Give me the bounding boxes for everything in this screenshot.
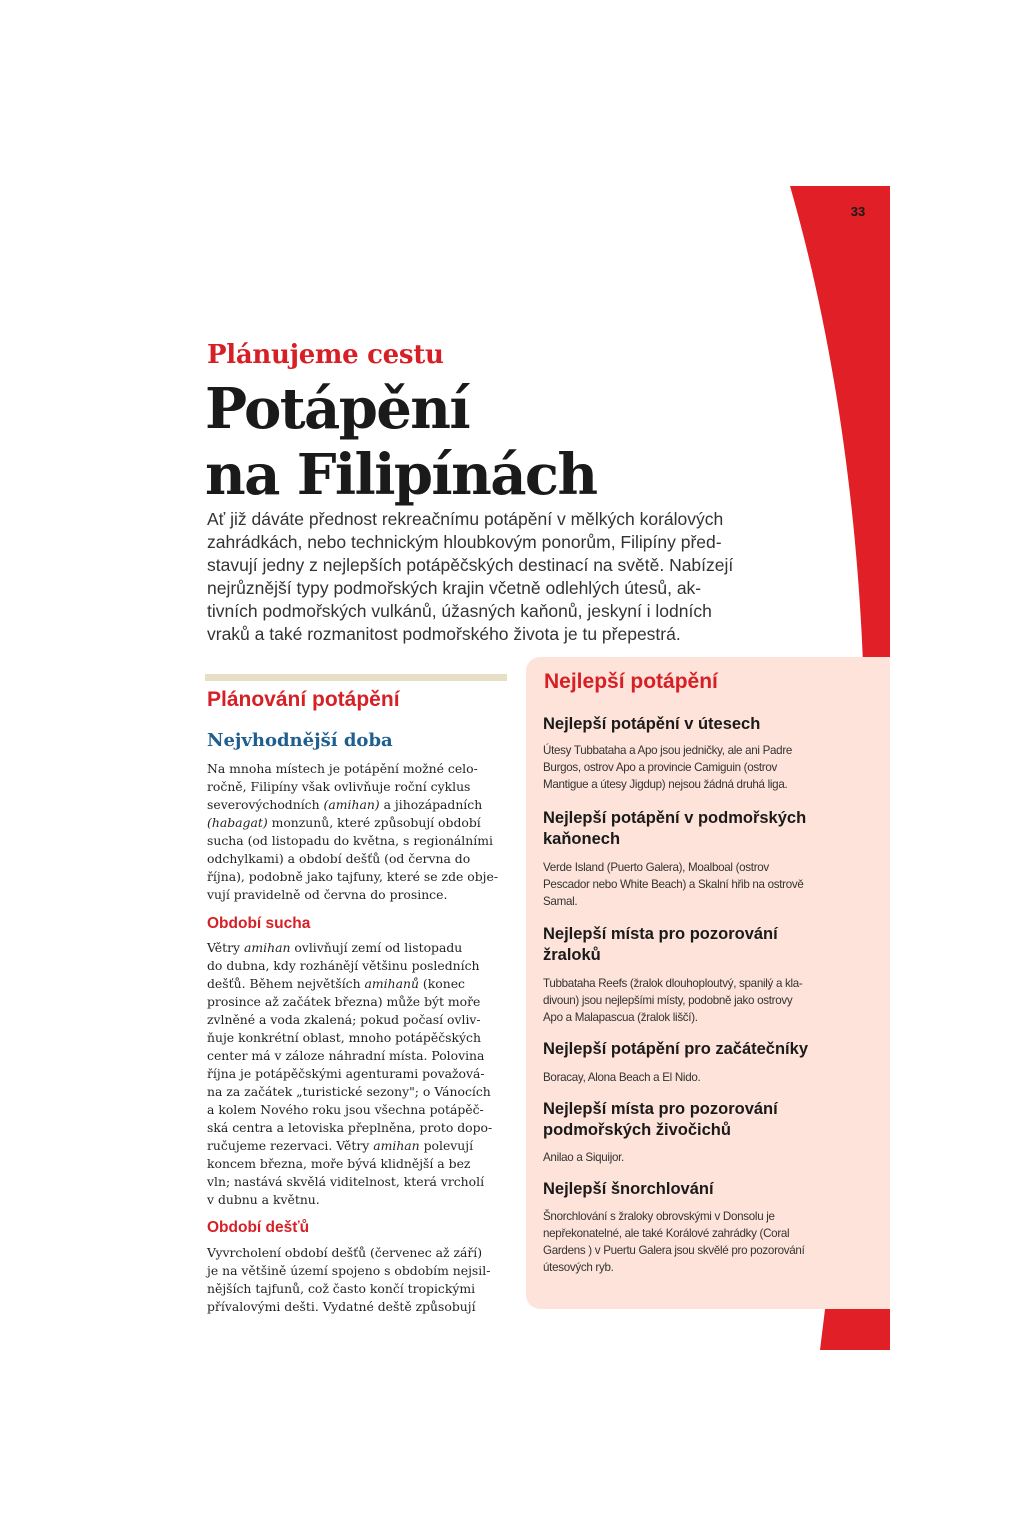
box-item-text-line: Boracay, Alona Beach a El Nido. [543,1071,701,1084]
text-segment: ňuje konkrétní oblast, mnoho potápěčských [207,1030,481,1045]
box-item-text-line: Gardens ) v Puertu Galera jsou skvělé pro pozorování [543,1244,805,1257]
text-segment: ovlivňují zemí od listopadu [290,940,463,955]
text-segment: nějších tajfunů, což často končí tropickými [207,1281,476,1296]
page-number: 33 [850,204,866,219]
box-item-text [543,859,804,910]
text-segment: (konec [418,976,465,991]
text-segment: dešťů. Během největších [207,976,365,991]
text-line [207,1101,512,1119]
box-item-text [543,742,792,793]
text-line [207,1280,512,1298]
text-segment: zvlněné a voda zkalená; pokud počasí ovliv- [207,1012,481,1027]
text-line [207,939,512,957]
box-item-title-line: Nejlepší místa pro pozorování [543,925,778,943]
text-segment: odchylkami) a období dešťů (od června do [207,851,471,866]
text-line [207,1029,512,1047]
text-line [207,832,512,850]
best-time-paragraph [207,760,512,904]
text-line [207,868,512,886]
title-line: Potápění [205,376,470,442]
italic-term: (amihan) [323,797,380,812]
text-segment: je na většině území spojeno s obdobím nejsil- [207,1263,491,1278]
text-segment: října), podobně jako tajfuny, které se zde obje- [207,869,499,884]
rainy-season-heading: Období dešťů [207,1219,310,1236]
text-line [207,886,512,904]
text-line [207,796,512,814]
text-segment: prosince až začátek března) může být moře [207,994,481,1009]
text-line [207,1244,512,1262]
text-line [207,1298,512,1316]
box-item-text-line: Šnorchlování s žraloky obrovskými v Donsolu je [543,1210,775,1223]
text-segment: Vyvrcholení období dešťů (červenec až září) [207,1245,483,1260]
text-line [207,957,512,975]
box-item-text [543,1149,624,1166]
text-segment: Větry [207,940,244,955]
box-item-text-line: Burgos, ostrov Apo a provincie Camiguin (ostrov [543,761,777,774]
text-line [207,975,512,993]
italic-term: (habagat) [207,815,268,830]
text-segment: polevují [419,1138,474,1153]
text-segment: vují pravidelně od června do prosince. [207,887,448,902]
intro-line: stavují jedny z nejlepších potápěčských destinací na světě. Nabízejí [207,555,734,575]
text-line [207,1119,512,1137]
planning-heading: Plánování potápění [207,688,400,711]
box-item-title-line: kaňonech [543,830,621,848]
box-item-text-line: Pescador nebo White Beach) a Skalní hřib na ostrově [543,878,804,891]
text-line [207,1065,512,1083]
box-item-text-line: Samal. [543,895,578,908]
best-time-heading: Nejvhodnější doba [207,730,393,751]
box-item-text [543,1208,805,1276]
text-line [207,1262,512,1280]
text-segment: koncem března, moře bývá klidnější a bez [207,1156,471,1171]
intro-line: vraků a také rozmanitost podmořského života je tu přepestrá. [207,624,681,644]
page-title [205,376,597,508]
box-item-text [543,975,803,1026]
intro-line: Ať již dáváte přednost rekreačnímu potápění v mělkých korálových [207,509,724,529]
box-item-title-line: Nejlepší místa pro pozorování [543,1100,778,1118]
text-segment: vln; nastává skvělá viditelnost, která vrcholí [207,1174,485,1189]
text-segment: a kolem Nového roku jsou všechna potápěč- [207,1102,484,1117]
text-line [207,778,512,796]
box-item-title-line: Nejlepší šnorchlování [543,1180,714,1198]
text-segment: ská centra a letoviska přeplněna, proto dopo- [207,1120,493,1135]
box-item-text-line: Anilao a Siquijor. [543,1151,624,1164]
text-segment: do dubna, kdy rozhánějí většinu posledních [207,958,480,973]
text-segment: a jihozápadních [379,797,483,812]
box-item-title-line: podmořských živočichů [543,1121,731,1139]
text-line [207,1137,512,1155]
box-item-text-line: nepřekonatelné, ale také Korálové zahrádky (Coral [543,1227,790,1240]
text-segment: monzunů, které způsobují období [267,815,481,830]
text-segment: ručujeme rezervaci. Větry [207,1138,374,1153]
text-line [207,1155,512,1173]
box-item-text-line: Tubbataha Reefs (žralok dlouhoploutvý, spanilý a kla- [543,977,803,990]
box-item-title-line: Nejlepší potápění v útesech [543,715,761,733]
best-diving-heading: Nejlepší potápění [544,670,718,693]
text-line [207,1191,512,1209]
box-item-text-line: divoun) jsou nejlepšími místy, podobně jako ostrovy [543,994,793,1007]
intro-line: nejrůznější typy podmořských krajin včetně odlehlých útesů, ak- [207,578,702,598]
text-segment: sucha (od listopadu do května, s regionálními [207,833,493,848]
dry-season-paragraph [207,939,512,1209]
text-line [207,850,512,868]
text-segment: přívalovými dešti. Vydatné deště způsobují [207,1299,476,1314]
text-line [207,814,512,832]
section-kicker: Plánujeme cestu [207,340,444,370]
title-line: na Filipínách [205,442,597,508]
box-item-title [543,924,778,966]
intro-paragraph [207,508,797,646]
text-line [207,1083,512,1101]
box-item-text-line: Útesy Tubbataha a Apo jsou jedničky, ale ani Padre [543,744,793,757]
rainy-season-paragraph [207,1244,512,1316]
text-segment: severovýchodních [207,797,324,812]
text-line [207,1047,512,1065]
text-segment: center má v záloze náhradní místa. Polovina [207,1048,485,1063]
box-item-title [543,1179,714,1200]
dry-season-heading: Období sucha [207,915,311,932]
text-line [207,1011,512,1029]
box-item-title [543,714,760,735]
italic-term: amihanů [364,976,419,991]
box-item-text-line: Mantigue a útesy Jigdup) nejsou žádná druhá liga. [543,778,788,791]
box-item-text-line: útesových ryb. [543,1261,614,1274]
text-segment: v dubnu a květnu. [207,1192,320,1207]
text-line [207,1173,512,1191]
box-item-title-line: Nejlepší potápění v podmořských [543,809,807,827]
box-item-text [543,1069,700,1086]
box-item-title [543,808,806,850]
italic-term: amihan [243,940,291,955]
text-segment: ročně, Filipíny však ovlivňuje roční cyklus [207,779,471,794]
text-line [207,993,512,1011]
section-divider [205,674,507,681]
text-segment: října je potápěčskými agenturami považová- [207,1066,485,1081]
box-item-text-line: Apo a Malapascua (žralok liščí). [543,1011,698,1024]
text-segment: Na mnoha místech je potápění možné celo- [207,761,478,776]
intro-line: zahrádkách, nebo technickým hloubkovým ponorům, Filipíny před- [207,532,722,552]
text-segment: na za začátek „turistické sezony"; o Vánocích [207,1084,491,1099]
intro-line: tivních podmořských vulkánů, úžasných kaňonů, jeskyní i lodních [207,601,712,621]
box-item-title [543,1039,808,1060]
box-item-text-line: Verde Island (Puerto Galera), Moalboal (ostrov [543,861,769,874]
box-item-title [543,1099,778,1141]
box-item-title-line: žraloků [543,946,601,964]
italic-term: amihan [373,1138,420,1153]
text-line [207,760,512,778]
box-item-title-line: Nejlepší potápění pro začátečníky [543,1040,808,1058]
